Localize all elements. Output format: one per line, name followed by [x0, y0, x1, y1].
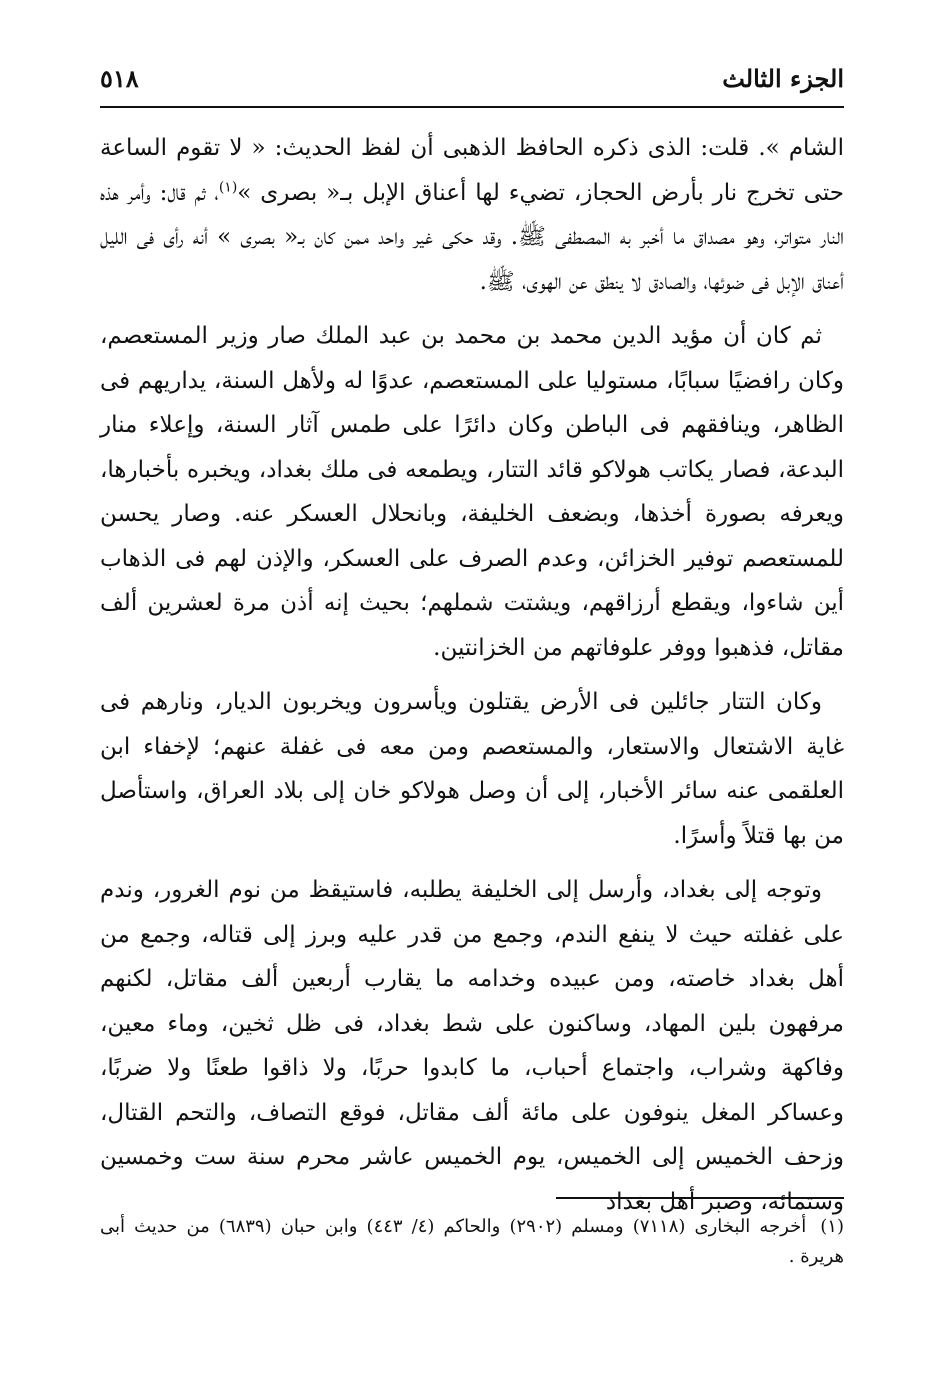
footnote-number: (١)	[820, 1216, 844, 1237]
footnote-reference: (١)	[218, 178, 238, 195]
part-title: الجزء الثالث	[722, 63, 844, 93]
running-head	[100, 58, 844, 98]
paragraph-3: وكان التتار جائلين فى الأرض يقتلون ويأسرون ويخربون الديار، ونارهم فى غاية الاشتعال والاستعار، والمستعصم ومن معه فى غفلة عنهم؛ لإخفاء ابن العلقمى عنه سائر الأخبار، إلى أن وصل هولاكو خان إلى بلاد العراق، واستأصل من بها قتلاً وأسرًا.	[100, 689, 844, 849]
paragraph-1-part-a: الشام ». قلت: الذى ذكره الحافظ الذهبى أن لفظ الحديث: « لا تقوم الساعة حتى تخرج نار بأرض الحجاز، تضيء لها أعناق الإبل بـ« بصرى »	[100, 135, 844, 206]
paragraph-2: ثم كان أن مؤيد الدين محمد بن محمد بن عبد الملك صار وزير المستعصم، وكان رافضيًا سبابًا، مستوليا على المستعصم، عدوًا له ولأهل السنة، يداريهم فى الظاهر، وينافقهم فى الباطن وكان دائرًا على طمس آثار السنة، وإعلاء منار البدعة، فصار يكاتب هولاكو قائد التتار، ويطمعه فى ملك بغداد، ويخبره بأخبارها، ويعرفه بصورة أخذها، وبضعف الخليفة، وبانحلال العسكر عنه. وصار يحسن للمستعصم توفير الخزائن، وعدم الصرف على العسكر، والإذن لهم فى الذهاب أين شاءوا، ويقطع أرزاقهم، ويشتت شملهم؛ بحيث إنه أذن مرة لعشرين ألف مقاتل، فذهبوا ووفر علوفاتهم من الخزانتين.	[100, 323, 844, 661]
header-divider	[100, 106, 844, 108]
page-number: ٥١٨	[100, 63, 139, 93]
paragraph-1	[100, 126, 844, 304]
footnote-divider	[556, 1197, 844, 1199]
footnote	[100, 1212, 844, 1272]
main-text	[100, 126, 844, 1234]
paragraph-4: وتوجه إلى بغداد، وأرسل إلى الخليفة يطلبه، فاستيقظ من نوم الغرور، وندم على غفلته حيث لا ينفع الندم، وجمع من قدر عليه وبرز إلى قتاله، وجمع من أهل بغداد خاصته، ومن عبيده وخدامه ما يقارب أربعين ألف مقاتل، لكنهم مرفهون بلين المهاد، وساكنون على شط بغداد، فى ظل ثخين، وماء معين، وفاكهة وشراب، واجتماع أحباب، ما كابدوا حربًا، ولا ذاقوا طعنًا ولا ضربًا، وعساكر المغل ينوفون على مائة ألف مقاتل، فوقع التصاف، والتحم القتال، وزحف الخميس إلى الخميس، يوم الخميس عاشر محرم سنة ست وخمسين وستمائة، وصبر أهل بغداد	[100, 877, 844, 1215]
footnote-text: أخرجه البخارى (٧١١٨) ومسلم (٢٩٠٢) والحاكم (٤/ ٤٤٣) وابن حبان (٦٨٣٩) من حديث أبى هريرة .	[100, 1216, 844, 1267]
paragraph-1-part-b: ، ثم قال: وأمر هذه النار متواتر، وهو مصداق ما أخبر به المصطفى ﷺ. وقد حكى غير واحد ممن كان بـ« بصرى » أنه رأى فى الليل أعناق الإبل فى ضوئها، والصادق لا ينطق عن الهوى، ﷺ.	[100, 179, 844, 295]
